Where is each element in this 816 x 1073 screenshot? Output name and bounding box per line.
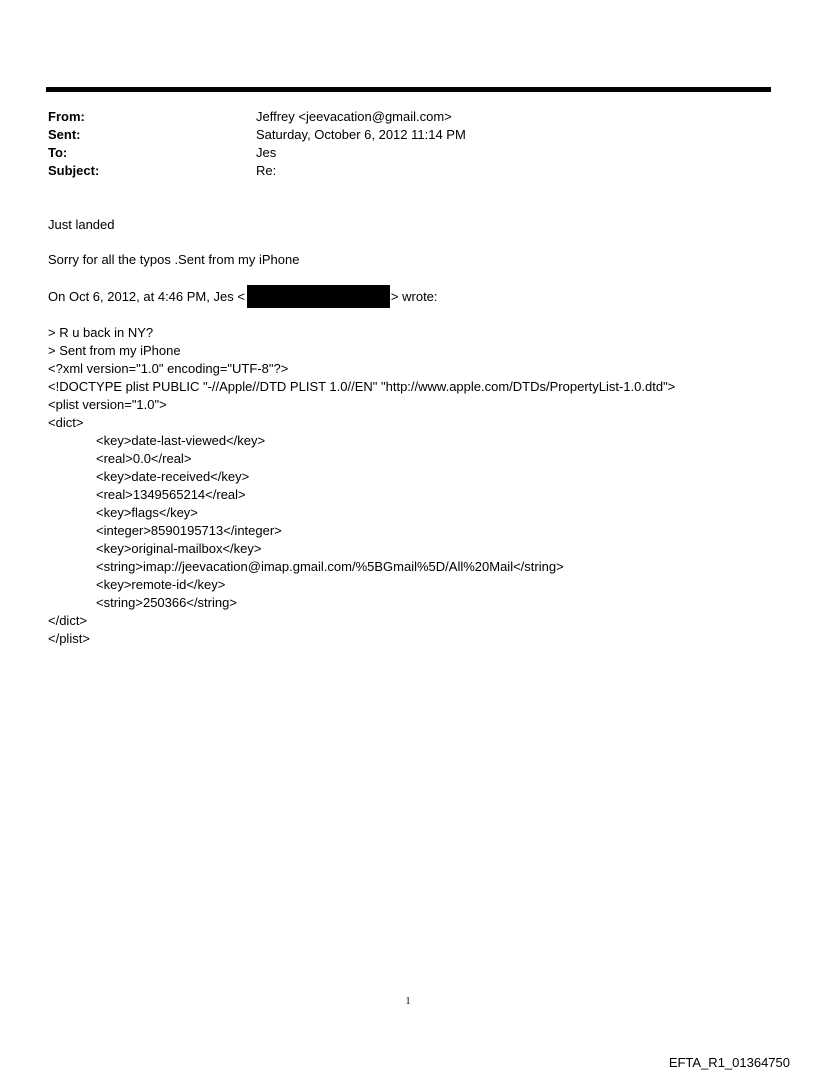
sent-value: Saturday, October 6, 2012 11:14 PM	[256, 127, 466, 142]
quote-suffix: > wrote:	[390, 288, 438, 304]
code-line: <key>date-received</key>	[96, 469, 250, 484]
subject-value: Re:	[256, 163, 277, 178]
body-line-just-landed: Just landed	[48, 217, 115, 232]
to-value: Jes	[256, 145, 277, 160]
code-line: <integer>8590195713</integer>	[96, 523, 282, 538]
code-line: </dict>	[48, 613, 88, 628]
from-label: From:	[48, 109, 85, 124]
document-id: EFTA_R1_01364750	[668, 1055, 790, 1070]
code-line: > Sent from my iPhone	[48, 343, 181, 358]
code-line: > R u back in NY?	[48, 325, 154, 340]
code-line: </plist>	[48, 631, 90, 646]
code-line: <key>flags</key>	[96, 505, 198, 520]
code-line: <real>0.0</real>	[96, 451, 192, 466]
body-line-signature: Sorry for all the typos .Sent from my iPhone	[48, 252, 300, 267]
email-header	[48, 108, 466, 180]
code-line: <key>date-last-viewed</key>	[96, 433, 266, 448]
sent-row	[48, 126, 466, 144]
page-number: 1	[405, 996, 411, 1007]
to-label: To:	[48, 145, 68, 160]
redaction-box	[247, 285, 390, 308]
code-line: <key>remote-id</key>	[96, 577, 226, 592]
quote-attribution	[48, 286, 438, 309]
from-row	[48, 108, 466, 126]
code-line: <?xml version="1.0" encoding="UTF-8"?>	[48, 361, 289, 376]
code-line: <string>250366</string>	[96, 595, 237, 610]
code-line: <key>original-mailbox</key>	[96, 541, 262, 556]
sent-label: Sent:	[48, 127, 81, 142]
to-row	[48, 144, 466, 162]
quote-prefix: On Oct 6, 2012, at 4:46 PM, Jes <	[48, 288, 245, 304]
header-rule	[46, 87, 771, 92]
subject-label: Subject:	[48, 163, 100, 178]
code-line: <real>1349565214</real>	[96, 487, 246, 502]
code-line: <!DOCTYPE plist PUBLIC "-//Apple//DTD PLIST 1.0//EN" "http://www.apple.com/DTDs/PropertyList-1.0.dtd">	[48, 379, 676, 394]
code-line: <string>imap://jeevacation@imap.gmail.com/%5BGmail%5D/All%20Mail</string>	[96, 559, 564, 574]
from-value: Jeffrey <jeevacation@gmail.com>	[256, 109, 452, 124]
code-line: <plist version="1.0">	[48, 397, 167, 412]
subject-row	[48, 162, 466, 180]
quoted-content	[48, 324, 675, 648]
code-line: <dict>	[48, 415, 84, 430]
